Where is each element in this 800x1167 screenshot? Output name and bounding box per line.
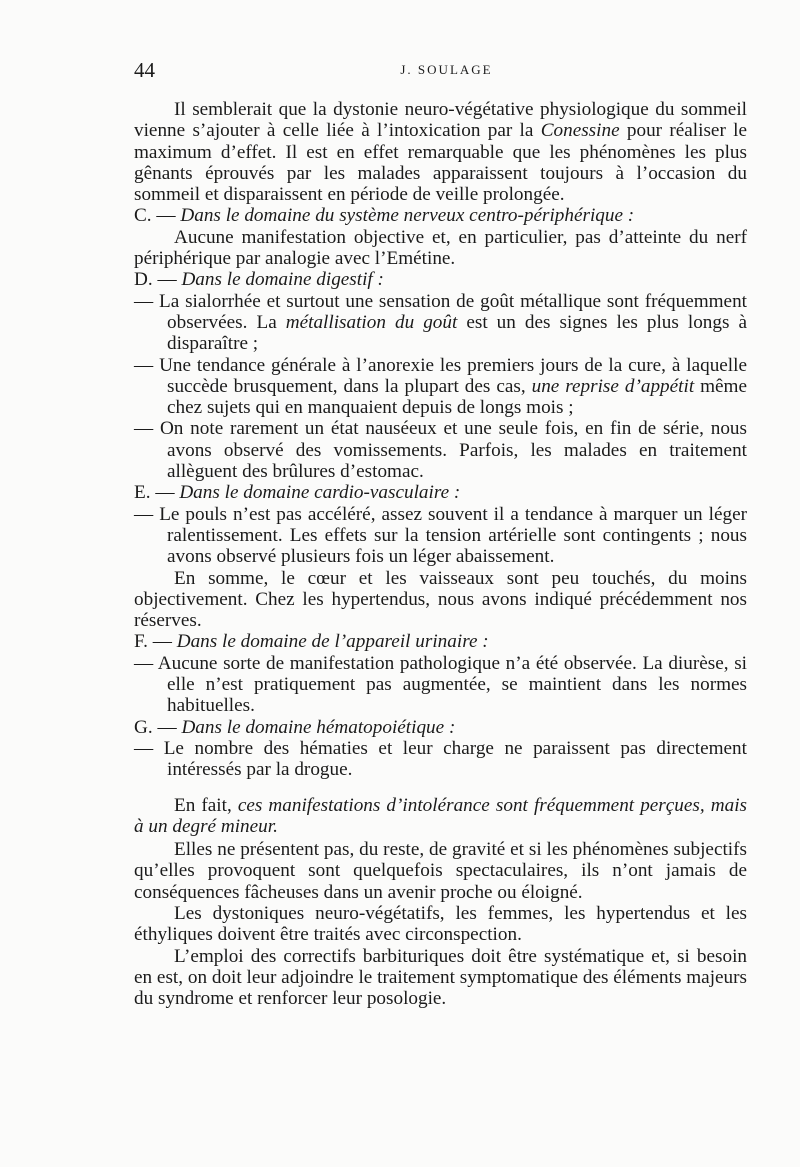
paragraph-sleep: Il semblerait que la dystonie neuro-végétative physiologique du sommeil vienne s’ajouter à celle liée à l’intoxication par la Conessine pour réaliser le maximum d’effet. Il est en effet remarquable que les phénomènes les plus gênants éprouvés par les malades apparaissent toujours à l’occasion du sommeil et disparaissent en période de veille prolongée. [134, 99, 747, 206]
paragraph-en-fait: En fait, ces manifestations d’intolérance sont fréquemment perçues, mais à un degré mineur. [134, 794, 747, 837]
section-d-item-2: — Une tendance générale à l’anorexie les premiers jours de la cure, à laquelle succède brusquement, dans la plupart des cas, une reprise d’appétit même chez sujets qui en manquaient depuis de longs mois ; [134, 354, 747, 419]
section-f-heading: F. — Dans le domaine de l’appareil urinaire : [134, 631, 489, 653]
section-c-text: Aucune manifestation objective et, en particulier, pas d’atteinte du nerf périphérique par analogie avec l’Emétine. [134, 226, 747, 270]
section-g-item-1: — Le nombre des hématies et leur charge ne paraissent pas directement intéressés par la drogue. [134, 737, 747, 781]
paragraph-emploi: L’emploi des correctifs barbituriques doit être systématique et, si besoin en est, on doit leur adjoindre le traitement symptomatique des éléments majeurs du syndrome et renforcer leur posologie. [134, 945, 747, 1010]
section-d-heading: D. — Dans le domaine digestif : [134, 269, 384, 291]
page-number: 44 [134, 58, 155, 82]
paragraph-dystoniques: Les dystoniques neuro-végétatifs, les femmes, les hypertendus et les éthyliques doivent être traités avec circonspection. [134, 902, 747, 946]
section-f-item-1: — Aucune sorte de manifestation pathologique n’a été observée. La diurèse, si elle n’est pratiquement pas augmentée, se maintient dans les normes habituelles. [134, 652, 747, 717]
section-d-item-3: — On note rarement un état nauséeux et une seule fois, en fin de série, nous avons observé des vomissements. Parfois, les malades en traitement allèguent des brûlures d’estomac. [134, 418, 747, 483]
spacer [134, 781, 747, 795]
running-head: J. SOULAGE [400, 62, 493, 77]
paragraph-elles: Elles ne présentent pas, du reste, de gravité et si les phénomènes subjectifs qu’elles provoquent sont quelquefois spectaculaires, ils n’ont jamais de conséquences fâcheuses dans un avenir proche ou éloigné. [134, 839, 747, 903]
section-e-heading: E. — Dans le domaine cardio-vasculaire : [134, 482, 461, 504]
section-c-heading: C. — Dans le domaine du système nerveux centro-périphérique : [134, 205, 635, 227]
body-text [134, 99, 747, 1009]
page-header [134, 58, 745, 82]
section-e-item-1: — Le pouls n’est pas accéléré, assez souvent il a tendance à marquer un léger ralentissement. Les effets sur la tension artérielle sont contingents ; nous avons observé plusieurs fois un léger abaissement. [134, 503, 747, 568]
section-g-heading: G. — Dans le domaine hématopoiétique : [134, 716, 456, 738]
section-d-item-1: — La sialorrhée et surtout une sensation de goût métallique sont fréquemment observées. La métallisation du goût est un des signes les plus longs à disparaître ; [134, 290, 747, 355]
section-e-summary: En somme, le cœur et les vaisseaux sont peu touchés, du moins objectivement. Chez les hypertendus, nous avons indiqué précédemment nos réserves. [134, 567, 747, 632]
